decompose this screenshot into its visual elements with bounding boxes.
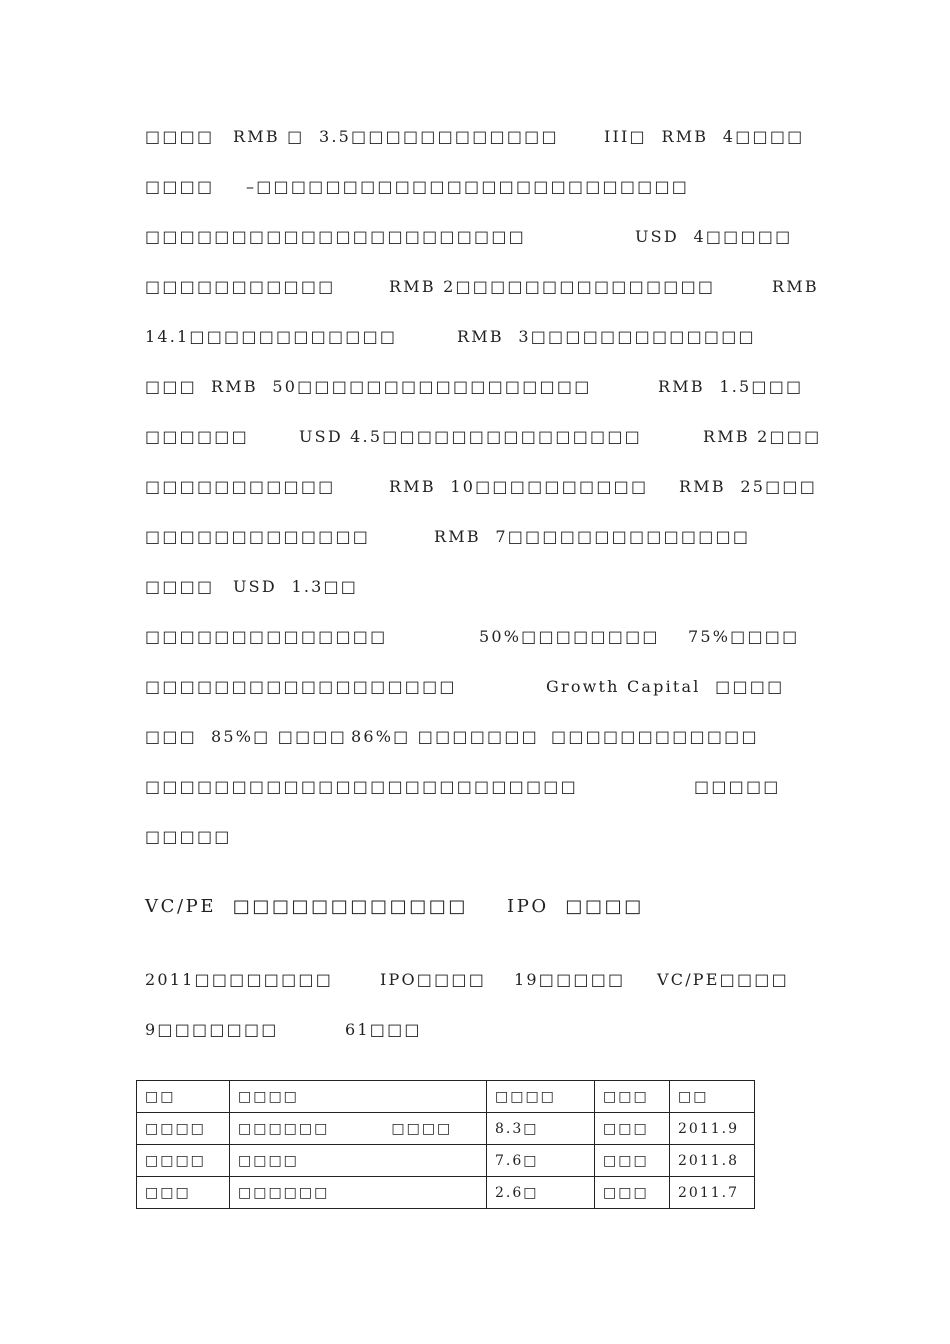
table-cell: □□□□: [137, 1113, 230, 1145]
table-cell: □□□: [595, 1145, 670, 1177]
table-row: [137, 1145, 755, 1177]
text-segment: RMB 10□□□□□□□□□□: [389, 477, 649, 496]
text-segment: 86%□ □□□□□□□: [351, 727, 539, 746]
text-segment: RMB 25□□□: [679, 477, 818, 496]
table-cell: 8.3□: [487, 1113, 595, 1145]
text-segment: □□□: [145, 727, 197, 746]
table-cell: 2011.8: [670, 1145, 755, 1177]
text-segment: 61□□□: [345, 1020, 422, 1039]
table-cell: [230, 1177, 487, 1209]
text-segment: □□□: [145, 377, 197, 396]
table-cell: 2.6□: [487, 1177, 595, 1209]
text-segment: RMB □ 3.5□□□□□□□□□□□□: [233, 127, 559, 146]
text-segment: 2011□□□□□□□□: [145, 970, 334, 989]
text-segment: □□□□□□□□□□□□□□□□□□□□□□: [145, 227, 526, 246]
table-header-row: [137, 1081, 755, 1113]
text-segment: □□□□□□□□□□□□: [551, 727, 759, 746]
text-segment: □□□□□□: [145, 427, 249, 446]
text-segment: □□□□□□□□□□□: [145, 277, 336, 296]
text-segment: 85%□ □□□□: [211, 727, 348, 746]
heading-segment: VC/PE □□□□□□□□□□□□: [145, 896, 469, 917]
text-segment: □□□□□: [694, 777, 781, 796]
text-segment: □□□□: [145, 177, 215, 196]
table-cell: 2011.9: [670, 1113, 755, 1145]
ipo-table: [136, 1080, 755, 1209]
cell-text: □□□□: [238, 1152, 299, 1169]
table-cell: [230, 1113, 487, 1145]
text-segment: 19□□□□□: [514, 970, 626, 989]
heading-segment: IPO □□□□: [507, 896, 644, 917]
text-segment: □□□□□□□□□□□□□□□□□□: [145, 677, 457, 696]
text-segment: RMB 50□□□□□□□□□□□□□□□□□: [211, 377, 592, 396]
text-segment: VC/PE□□□□: [657, 970, 789, 989]
table-cell: □□□: [595, 1177, 670, 1209]
text-segment: □□□□□□□□□□□□□: [145, 527, 371, 546]
table-cell: □□□: [595, 1113, 670, 1145]
cell-subtext: □□□□: [391, 1120, 453, 1137]
table-cell: 2011.7: [670, 1177, 755, 1209]
text-segment: 75%□□□□: [688, 627, 800, 646]
text-segment: □□□□□□□□□□□: [145, 477, 336, 496]
text-segment: RMB: [772, 277, 819, 296]
text-segment: RMB 7□□□□□□□□□□□□□□: [434, 527, 751, 546]
text-segment: III□ RMB 4□□□□: [604, 127, 805, 146]
text-segment: 50%□□□□□□□□: [479, 627, 660, 646]
text-segment: □□□□□: [145, 827, 232, 846]
text-segment: Growth Capital □□□□: [546, 677, 785, 696]
text-segment: □□□□: [145, 127, 215, 146]
header-cell: □□: [670, 1081, 755, 1113]
text-segment: IPO□□□□: [380, 970, 487, 989]
cell-text: □□□□□□: [238, 1120, 330, 1137]
table-row: [137, 1177, 755, 1209]
text-segment: 9□□□□□□□: [145, 1020, 279, 1039]
table-cell: 7.6□: [487, 1145, 595, 1177]
text-segment: RMB 3□□□□□□□□□□□□□: [457, 327, 756, 346]
text-segment: □□□□□□□□□□□□□□: [145, 627, 388, 646]
text-segment: RMB 2□□□□□□□□□□□□□□□: [389, 277, 716, 296]
header-cell: □□□: [595, 1081, 670, 1113]
header-cell: □□□□: [487, 1081, 595, 1113]
text-segment: USD 4□□□□□: [635, 227, 793, 246]
text-segment: 14.1□□□□□□□□□□□□: [145, 327, 398, 346]
header-cell: □□□□: [230, 1081, 487, 1113]
text-segment: USD 4.5□□□□□□□□□□□□□□□: [299, 427, 642, 446]
header-cell: □□: [137, 1081, 230, 1113]
text-segment: USD 1.3□□: [233, 577, 359, 596]
cell-text: □□□□□□: [238, 1184, 330, 1201]
table-cell: □□□□: [137, 1145, 230, 1177]
table-cell: [230, 1145, 487, 1177]
text-segment: RMB 1.5□□□: [658, 377, 804, 396]
text-segment: RMB 2□□□: [703, 427, 822, 446]
text-segment: –□□□□□□□□□□□□□□□□□□□□□□□□□: [246, 177, 690, 196]
text-segment: □□□□□□□□□□□□□□□□□□□□□□□□□: [145, 777, 578, 796]
text-segment: □□□□: [145, 577, 215, 596]
table-row: [137, 1113, 755, 1145]
table-cell: □□□: [137, 1177, 230, 1209]
